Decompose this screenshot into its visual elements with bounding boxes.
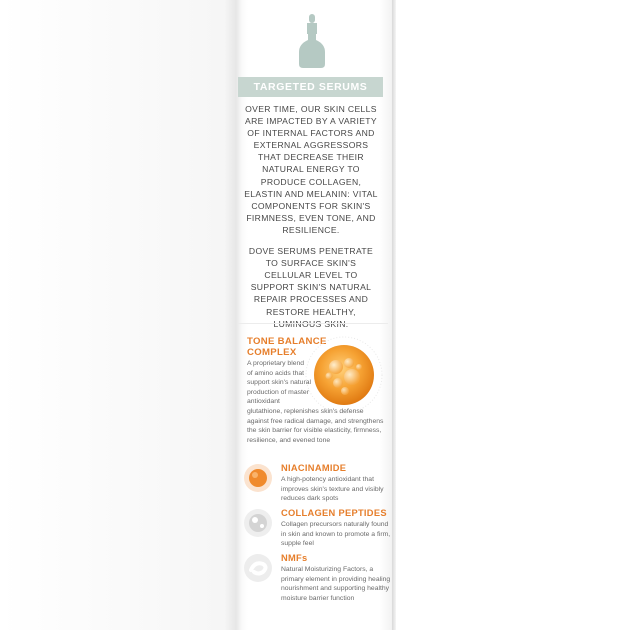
tone-balance-text-1: A proprietary blend of amino acids that support skin's natural production of master antioxidant — [247, 360, 312, 406]
section-banner: TARGETED SERUMS — [238, 77, 383, 97]
silver-droplet-icon — [243, 508, 273, 538]
intro-text — [244, 103, 378, 339]
box-edge — [392, 0, 396, 630]
cream-swirl-icon — [243, 553, 273, 583]
intro-paragraph-2: DOVE SERUMS PENETRATE TO SURFACE SKIN'S CELLULAR LEVEL TO SUPPORT SKIN'S NATURAL REPAIR PROCESSES AND RESTORE HEALTHY, — [248, 246, 374, 317]
ingredient-description: A high-potency antioxidant that improves skin's texture and visibly reduces dark spots — [281, 476, 384, 502]
orange-droplet-icon — [243, 463, 273, 493]
background-shadow — [0, 0, 244, 630]
tone-balance-text-2: glutathione, replenishes skin's defense against free radical damage, and strengthens the skin barrier for visible elasticity, firmness, resilience, and evened tone — [247, 407, 384, 444]
ingredient-description: Natural Moisturizing Factors, a primary element in providing healing nourishment and supporting healthy moisture barrier function — [281, 566, 391, 602]
ingredient-title: COLLAGEN PEPTIDES — [281, 508, 387, 518]
tone-balance-description — [247, 359, 387, 445]
tone-balance-title: TONE BALANCE COMPLEX — [247, 336, 327, 358]
ingredient-title: NIACINAMIDE — [281, 463, 347, 473]
ingredient-title: NMFs — [281, 553, 308, 563]
dropper-bottle-icon — [299, 14, 325, 68]
intro-paragraph-1: OVER TIME, OUR SKIN CELLS ARE IMPACTED BY A VARIETY OF INTERNAL FACTORS AND EXTERNAL AGGRESSORS THAT DECREASE THEIR NATURAL ENERGY TO PRODUCE COLLAGEN, ELASTIN AND MELANIN: VITAL COMPONENTS FOR SKIN'S FIRMNESS, EVEN TONE, AND RESILIENCE. — [244, 104, 378, 235]
divider — [238, 323, 388, 324]
ingredient-description: Collagen precursors naturally found in skin and known to promote a firm, supple feel — [281, 521, 391, 547]
